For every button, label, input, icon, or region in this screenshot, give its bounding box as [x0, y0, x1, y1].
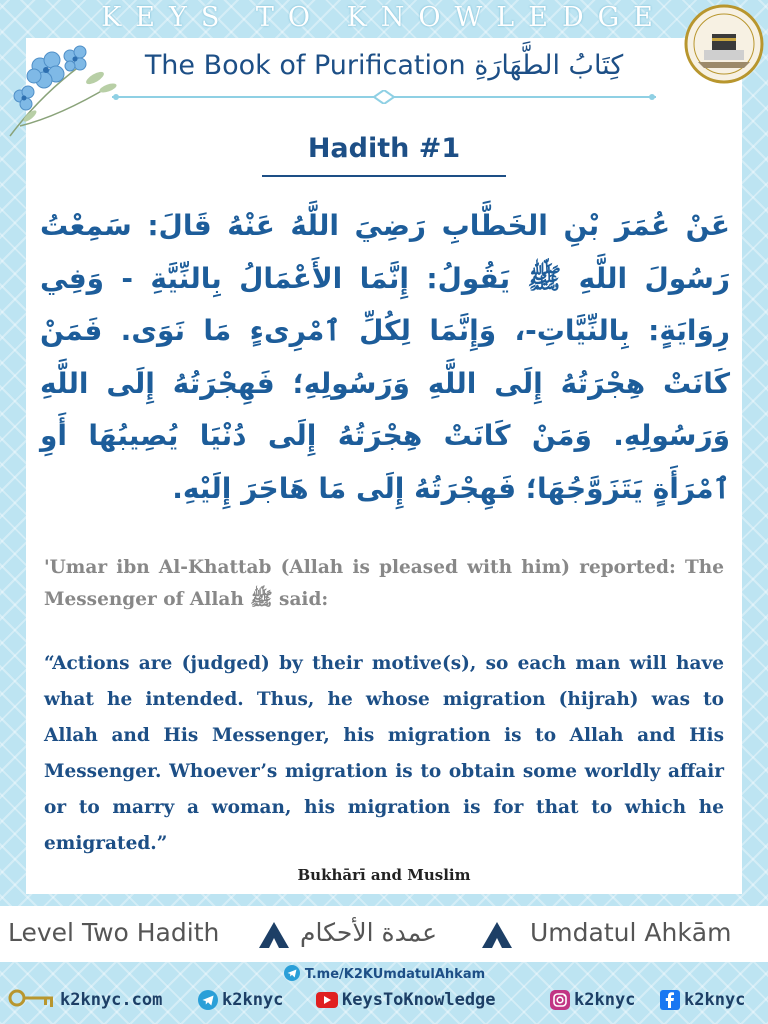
hadith-number: Hadith #1: [307, 133, 461, 164]
youtube-link[interactable]: [316, 990, 496, 1010]
facebook-icon: [660, 990, 680, 1010]
hadith-arabic-text: عَنْ عُمَرَ بْنِ الخَطَّابِ رَضِيَ اللَّهُ عَنْهُ قَالَ: سَمِعْتُ رَسُولَ اللَّهِ ﷺ يَقُولُ: إِنَّمَا الأَعْمَالُ بِالنِّيَّةِ - وَفِي رِوَايَةٍ: بِالنِّيَّاتِ-، وَإِنَّمَا لِكُلِّ ٱمْرِىءٍ مَا نَوَى. فَمَنْ كَانَتْ هِجْرَتُهُ إِلَى اللَّهِ وَرَسُولِهِ؛ فَهِجْرَتُهُ إِلَى اللَّهِ وَرَسُولِهِ. وَمَنْ كَانَتْ هِجْرَتُهُ إِلَى دُنْيَا يُصِيبُهَا أَوِ ٱمْرَأَةٍ يَتَزَوَّجُهَا؛ فَهِجْرَتُهُ إِلَى مَا هَاجَرَ إِلَيْهِ.: [40, 209, 730, 505]
instagram-text: k2knyc: [574, 990, 636, 1010]
ornamental-divider: [112, 90, 656, 104]
telegram-icon: [198, 990, 218, 1010]
hadith-translation: “Actions are (judged) by their motive(s), so each man will have what he intended. Thus, he whose migration (hijrah) was to Allah and His Messenger, his migration is to Allah and His Messenger. Whoever’s migration is to obtain some worldly affair or to marry a woman, his migration is for that to which he emigrated.”: [44, 653, 724, 854]
flower-decoration-icon: [0, 26, 130, 146]
level-bar: [0, 906, 768, 962]
telegram-icon: [283, 965, 301, 981]
telegram-link[interactable]: [198, 990, 283, 1010]
facebook-link[interactable]: [660, 990, 745, 1010]
key-icon: [8, 986, 56, 1010]
hadith-underline: [262, 175, 506, 177]
facebook-text: k2knyc: [684, 990, 746, 1010]
series-title: KEYS TO KNOWLEDGE: [101, 2, 667, 33]
telegram-channel-link[interactable]: [0, 965, 768, 982]
youtube-text: KeysToKnowledge: [342, 990, 496, 1010]
narration-text: 'Umar ibn Al-Khattab (Allah is pleased with him) reported: The Messenger of Allah ﷺ said:: [44, 557, 724, 610]
arabic-book-label: عمدة الأحكام: [300, 918, 438, 947]
book-label: Umdatul Ahkām: [530, 918, 732, 947]
triangle-separator-icon: [257, 920, 291, 950]
hadith-source: Bukhārī and Muslim: [297, 866, 471, 884]
website-text: k2knyc.com: [60, 990, 163, 1010]
telegram-channel-text: T.me/K2KUmdatulAhkam: [304, 967, 486, 982]
telegram-text: k2knyc: [222, 990, 284, 1010]
level-label: Level Two Hadith: [8, 918, 220, 947]
youtube-icon: [316, 992, 338, 1008]
instagram-icon: [550, 990, 570, 1010]
triangle-separator-icon: [480, 920, 514, 950]
book-title: The Book of Purification كِتَابُ الطَّهَارَةِ: [144, 50, 624, 81]
website-link[interactable]: [60, 990, 162, 1010]
social-links-bar: [0, 990, 768, 1016]
instagram-link[interactable]: [550, 990, 635, 1010]
